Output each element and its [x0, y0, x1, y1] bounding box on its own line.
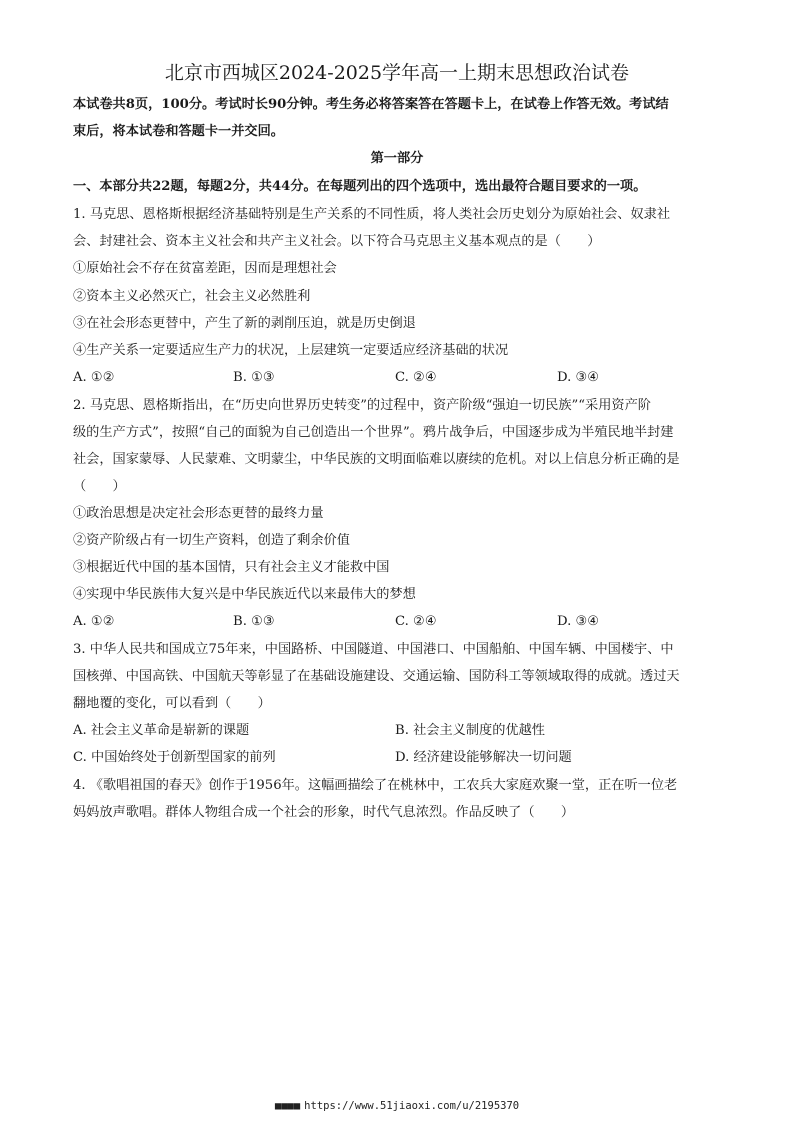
part-heading: 第一部分: [370, 151, 424, 166]
q2-statement-3: ③根据近代中国的基本国情，只有社会主义才能救中国: [73, 560, 390, 575]
q2-option-a: A. ①②: [73, 614, 115, 629]
q2-option-c: C. ②④: [395, 614, 437, 629]
q3-option-c: C. 中国始终处于创新型国家的前列: [73, 750, 276, 765]
section-intro: 一、本部分共22题，每题2分，共44分。在每题列出的四个选项中，选出最符合题目要求的一项。: [73, 179, 647, 194]
q2-stem-line-3: 社会，国家蒙辱、人民蒙难、文明蒙尘，中华民族的文明面临难以赓续的危机。对以上信息分析正确的是: [73, 452, 680, 467]
q2-stem-line-1: 2. 马克思、恩格斯指出，在“历史向世界历史转变”的过程中，资产阶级“强迫一切民族”“采用资产阶: [73, 398, 651, 413]
q2-statement-1: ①政治思想是决定社会形态更替的最终力量: [73, 506, 324, 521]
q1-stem-line-2: 会、封建社会、资本主义社会和共产主义社会。以下符合马克思主义基本观点的是（ ）: [73, 234, 601, 249]
q3-option-b: B. 社会主义制度的优越性: [395, 723, 545, 738]
q1-statement-2: ②资本主义必然灭亡，社会主义必然胜利: [73, 289, 311, 304]
q1-statement-1: ①原始社会不存在贫富差距，因而是理想社会: [73, 261, 337, 276]
q1-option-b: B. ①③: [233, 370, 275, 385]
q3-option-a: A. 社会主义革命是崭新的课题: [73, 723, 250, 738]
q3-option-d: D. 经济建设能够解决一切问题: [395, 750, 572, 765]
q2-statement-4: ④实现中华民族伟大复兴是中华民族近代以来最伟大的梦想: [73, 587, 416, 602]
q2-statement-2: ②资产阶级占有一切生产资料，创造了剩余价值: [73, 533, 350, 548]
q3-stem-line-3: 翻地覆的变化，可以看到（ ）: [73, 696, 271, 711]
q2-option-d: D. ③④: [557, 614, 600, 629]
q1-stem-line-1: 1. 马克思、恩格斯根据经济基础特别是生产关系的不同性质，将人类社会历史划分为原始社会、奴隶社: [73, 207, 671, 222]
footer-url[interactable]: https://www.51jiaoxi.com/u/2195370: [304, 1100, 520, 1112]
q4-stem-line-2: 妈妈放声歌唱。群体人物组合成一个社会的形象，时代气息浓烈。作品反映了（ ）: [73, 805, 575, 820]
q1-statement-4: ④生产关系一定要适应生产力的状况，上层建筑一定要适应经济基础的状况: [73, 343, 509, 358]
q1-option-d: D. ③④: [557, 370, 600, 385]
instructions-line-1: 本试卷共8页，100分。考试时长90分钟。考生务必将答案答在答题卡上，在试卷上作答无效。考试结: [73, 97, 669, 112]
page-footer: [0, 1099, 794, 1113]
exam-title: 北京市西城区2024-2025学年高一上期末思想政治试卷: [164, 62, 630, 84]
q2-stem-line-4: （ ）: [73, 479, 126, 494]
q2-option-b: B. ①③: [233, 614, 275, 629]
instructions-line-2: 束后，将本试卷和答题卡一并交回。: [73, 124, 284, 139]
q4-stem-line-1: 4. 《歌唱祖国的春天》创作于1956年。这幅画描绘了在桃林中，工农兵大家庭欢聚一堂，正在听一位老: [73, 778, 678, 793]
q2-stem-line-2: 级的生产方式”，按照“自己的面貌为自己创造出一个世界”。鸦片战争后，中国逐步成为半殖民地半封建: [73, 425, 674, 440]
q1-option-c: C. ②④: [395, 370, 437, 385]
q3-stem-line-2: 国核弹、中国高铁、中国航天等彰显了在基础设施建设、交通运输、国防科工等领域取得的成就。透过天: [73, 669, 680, 684]
q1-option-a: A. ①②: [73, 370, 115, 385]
q1-statement-3: ③在社会形态更替中，产生了新的剥削压迫，就是历史倒退: [73, 316, 416, 331]
footer-watermark: ■■■■: [274, 1100, 301, 1112]
q3-stem-line-1: 3. 中华人民共和国成立75年来，中国路桥、中国隧道、中国港口、中国船舶、中国车辆、中国楼宇、中: [73, 642, 674, 657]
